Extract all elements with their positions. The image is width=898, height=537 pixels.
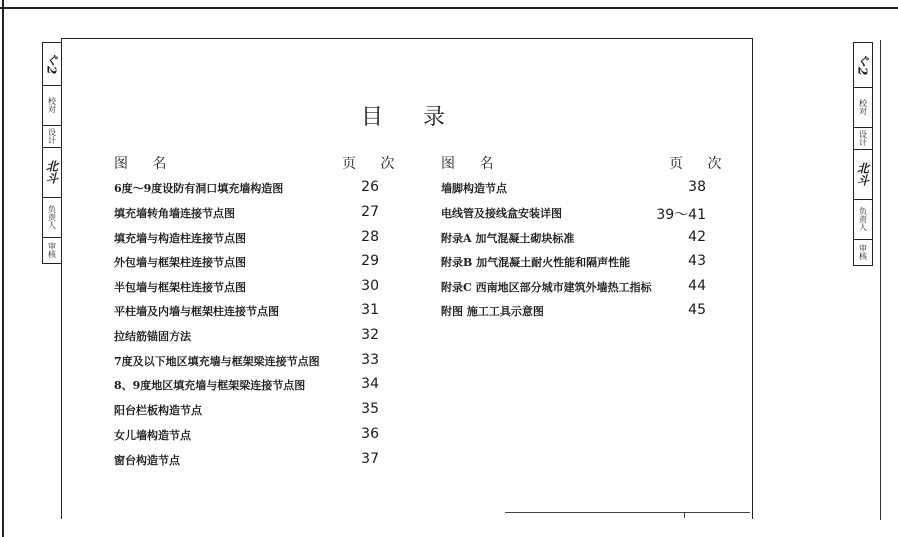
toc-entry-name: 外包墙与框架柱连接节点图	[114, 256, 246, 269]
left-border-line	[2, 0, 4, 537]
left-page-header: 页 次	[342, 156, 405, 172]
title-char-2: 录	[423, 105, 446, 130]
toc-entry-name: 附录C 西南地区部分城市建筑外墙热工指标	[441, 281, 652, 294]
right-signature-strip	[853, 42, 873, 266]
signature-mark: 北斗	[854, 149, 872, 200]
toc-entry-page: 38	[688, 179, 706, 195]
left-signature-strip	[42, 42, 62, 264]
toc-entry-page: 30	[361, 278, 379, 294]
stamp-cell-review: 审核	[47, 242, 57, 258]
top-border-line	[0, 7, 898, 9]
toc-entry-name: 7度及以下地区填充墙与框架梁连接节点图	[114, 355, 320, 368]
stamp-cell-lead: 负责人	[854, 199, 872, 240]
signature-mark: ぐ2	[43, 43, 61, 86]
toc-entry-page: 39～41	[656, 207, 706, 223]
toc-entry-name: 电线管及接线盒安装详图	[441, 207, 562, 220]
toc-entry-page: 27	[361, 204, 379, 220]
left-name-header: 图 名	[114, 156, 177, 172]
toc-entry-page: 35	[361, 401, 379, 417]
stamp-cell-lead: 负责人	[43, 197, 61, 238]
toc-entry-page: 33	[361, 352, 379, 368]
toc-entry-name: 附录A 加气混凝土砌块标准	[441, 232, 575, 245]
page-title	[361, 100, 445, 131]
toc-entry-name: 平柱墙及内墙与框架柱连接节点图	[114, 305, 279, 318]
toc-entry-name: 拉结筋锚固方法	[114, 330, 191, 343]
right-name-header: 图 名	[441, 156, 504, 172]
toc-entry-name: 填充墙与构造柱连接节点图	[114, 232, 246, 245]
toc-entry-page: 26	[361, 179, 379, 195]
stamp-cell-design: 设计	[854, 127, 872, 150]
toc-entry-name: 阳台栏板构造节点	[114, 404, 202, 417]
right-page-header: 页 次	[669, 156, 732, 172]
right-border-line	[880, 40, 881, 520]
toc-entry-name: 填充墙转角墙连接节点图	[114, 207, 235, 220]
toc-entry-page: 36	[361, 426, 379, 442]
toc-entry-name: 6度～9度设防有洞口填充墙构造图	[114, 182, 284, 195]
stamp-cell-design: 设计	[43, 125, 61, 148]
stamp-cell-check: 校对	[854, 87, 872, 128]
title-block-cell	[684, 512, 745, 518]
toc-entry-page: 29	[361, 253, 379, 269]
toc-entry-page: 44	[688, 278, 706, 294]
toc-entry-page: 34	[361, 376, 379, 392]
stamp-cell-review: 审核	[858, 244, 868, 260]
toc-entry-name: 女儿墙构造节点	[114, 429, 191, 442]
toc-entry-page: 42	[688, 229, 706, 245]
toc-entry-name: 半包墙与框架柱连接节点图	[114, 281, 246, 294]
toc-entry-page: 31	[361, 302, 379, 318]
signature-mark: ぐ2	[854, 43, 872, 88]
toc-entry-name: 墙脚构造节点	[441, 182, 507, 195]
toc-entry-name: 附图 施工工具示意图	[441, 305, 544, 318]
toc-entry-name: 窗台构造节点	[114, 454, 180, 467]
toc-entry-page: 43	[688, 253, 706, 269]
toc-entry-name: 附录B 加气混凝土耐火性能和隔声性能	[441, 256, 631, 269]
toc-entry-page: 28	[361, 229, 379, 245]
toc-entry-page: 45	[688, 302, 706, 318]
signature-mark: 北斗	[43, 147, 61, 198]
stamp-cell-check: 校对	[43, 85, 61, 126]
title-char-1: 目	[361, 105, 384, 130]
toc-entry-page: 32	[361, 327, 379, 343]
toc-entry-page: 37	[361, 451, 379, 467]
toc-entry-name: 8、9度地区填充墙与框架梁连接节点图	[114, 379, 306, 392]
